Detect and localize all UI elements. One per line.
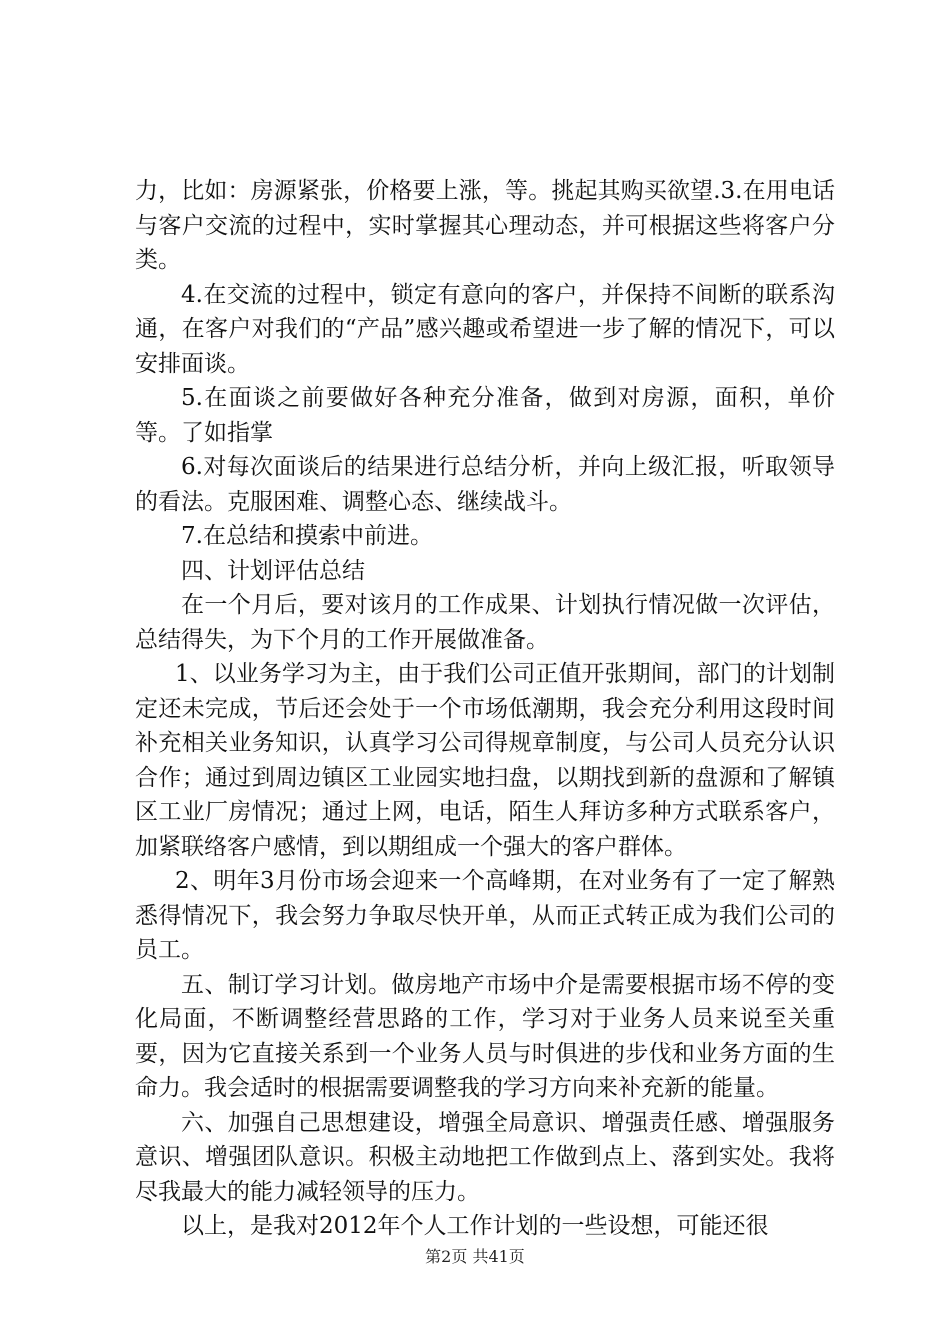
paragraph-item-6: 6.对每次面谈后的结果进行总结分析，并向上级汇报，听取领导的看法。克服困难、调整心态、继续战斗。: [135, 454, 835, 515]
page-number-footer: 第2页 共41页: [425, 1247, 525, 1266]
paragraph-point-2: 2、明年3月份市场会迎来一个高峰期，在对业务有了一定了解熟悉得情况下，我会努力争取尽快开单，从而正式转正成为我们公司的员工。: [135, 868, 835, 963]
paragraph-item-5: 5.在面谈之前要做好各种充分准备，做到对房源，面积，单价等。了如指掌: [135, 385, 835, 446]
paragraph-continuation: 力，比如：房源紧张，价格要上涨，等。挑起其购买欲望.3.在用电话与客户交流的过程中，实时掌握其心理动态，并可根据这些将客户分类。: [135, 178, 835, 273]
section-heading-4: 四、计划评估总结: [181, 557, 365, 584]
paragraph-item-4: 4.在交流的过程中，锁定有意向的客户，并保持不间断的联系沟通，在客户对我们的“产品”感兴趣或希望进一步了解的情况下，可以安排面谈。: [135, 281, 835, 377]
section-5-learning-plan: 五、制订学习计划。做房地产市场中介是需要根据市场不停的变化局面，不断调整经营思路的工作，学习对于业务人员来说至关重要，因为它直接关系到一个业务人员与时俱进的步伐和业务方面的生命力。我会适时的根据需要调整我的学习方向来补充新的能量。: [135, 971, 835, 1101]
paragraph-point-1: 1、以业务学习为主，由于我们公司正值开张期间，部门的计划制定还未完成，节后还会处于一个市场低潮期，我会充分利用这段时间补充相关业务知识，认真学习公司得规章制度，与公司人员充分认识合作；通过到周边镇区工业园实地扫盘，以期找到新的盘源和了解镇区工业厂房情况；通过上网，电话，陌生人拜访多种方式联系客户，加紧联络客户感情，到以期组成一个强大的客户群体。: [135, 661, 835, 860]
paragraph-evaluation: 在一个月后，要对该月的工作成果、计划执行情况做一次评估，总结得失，为下个月的工作开展做准备。: [135, 592, 835, 653]
paragraph-closing: 以上，是我对2012年个人工作计划的一些设想，可能还很: [181, 1213, 769, 1239]
document-body: [135, 174, 835, 1244]
section-6-thought-building: 六、加强自己思想建设，增强全局意识、增强责任感、增强服务意识、增强团队意识。积极主动地把工作做到点上、落到实处。我将尽我最大的能力减轻领导的压力。: [135, 1109, 835, 1205]
paragraph-item-7: 7.在总结和摸索中前进。: [181, 523, 433, 549]
